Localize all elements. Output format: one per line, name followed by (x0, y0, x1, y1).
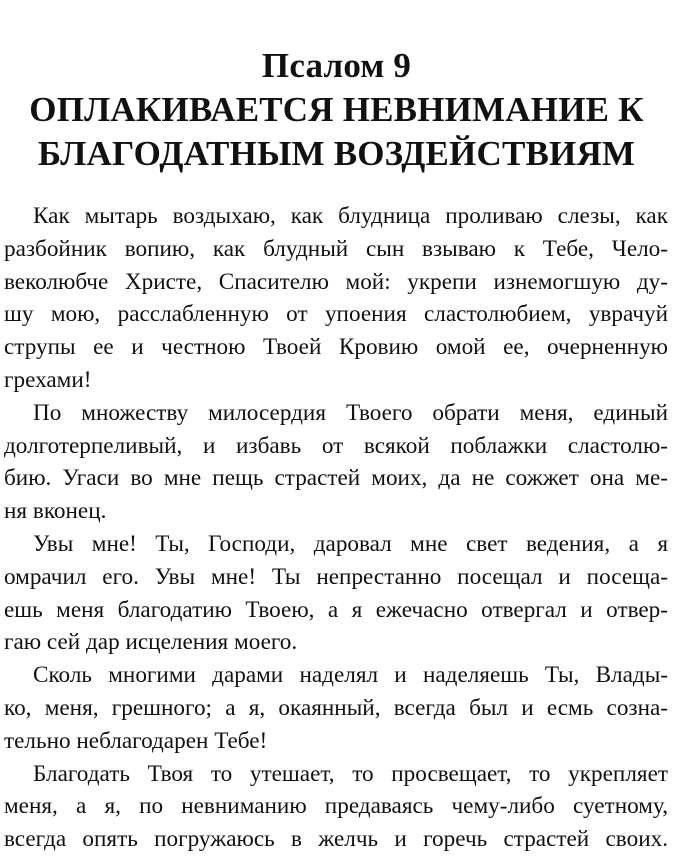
psalm-number: Псалом 9 (261, 46, 412, 85)
psalm-heading (0, 44, 673, 176)
text-line: бию. Угаси во мне пещь страстей моих, да не сожжет она ме- (4, 465, 668, 492)
paragraph (4, 758, 668, 856)
paragraph (4, 528, 668, 659)
text-line: грехами! (4, 366, 92, 393)
text-line: ко, меня, грешного; а я, окаянный, всегда был и есмь созна- (4, 694, 668, 721)
text-line: меня, а я, по невниманию предаваясь чему-либо суетному, (4, 793, 668, 820)
text-line: шу мою, расслабленную от упоения сластолюбием, уврачуй (4, 301, 668, 328)
text-line: гаю сей дар исцеления моего. (4, 629, 298, 656)
text-line: ня вконец. (4, 498, 107, 525)
text-line: По множеству милосердия Твоего обрати меня, единый (33, 399, 668, 426)
text-line: веколюбче Христе, Спасителю мой: укрепи изнемогшую ду- (4, 268, 668, 295)
paragraph (4, 200, 668, 397)
text-line: ешь меня благодатию Твоею, а я ежечасно отвергал и отвер- (4, 596, 668, 623)
paragraph (4, 397, 668, 528)
text-line: струпы ее и честною Твоей Кровию омой ее, очерненную (4, 334, 668, 361)
text-line: Как мытарь воздыхаю, как блудница проливаю слезы, как (33, 203, 668, 229)
text-line: долготерпеливый, и избавь от всякой поблажки сластолю- (4, 432, 668, 459)
psalm-title-line-1: ОПЛАКИВАЕТСЯ НЕВНИМАНИЕ К (29, 90, 644, 129)
text-line: тельно неблагодарен Тебе! (4, 727, 268, 754)
text-line: всегда опять погружаюсь в желчь и горечь страстей своих. (4, 826, 668, 853)
text-line: Увы мне! Ты, Господи, даровал мне свет ведения, а я (33, 530, 668, 557)
text-line: разбойник вопию, как блудный сын взываю к Тебе, Чело- (4, 235, 668, 262)
text-line: омрачил его. Увы мне! Ты непрестанно посещал и посеща- (4, 563, 668, 590)
psalm-title-line-2: БЛАГОДАТНЫМ ВОЗДЕЙСТВИЯМ (37, 134, 636, 173)
psalm-body (4, 200, 668, 856)
text-line: Сколь многими дарами наделял и наделяешь Ты, Влады- (33, 662, 668, 689)
text-line: Благодать Твоя то утешает, то просвещает, то укрепляет (33, 760, 668, 787)
paragraph (4, 659, 668, 757)
